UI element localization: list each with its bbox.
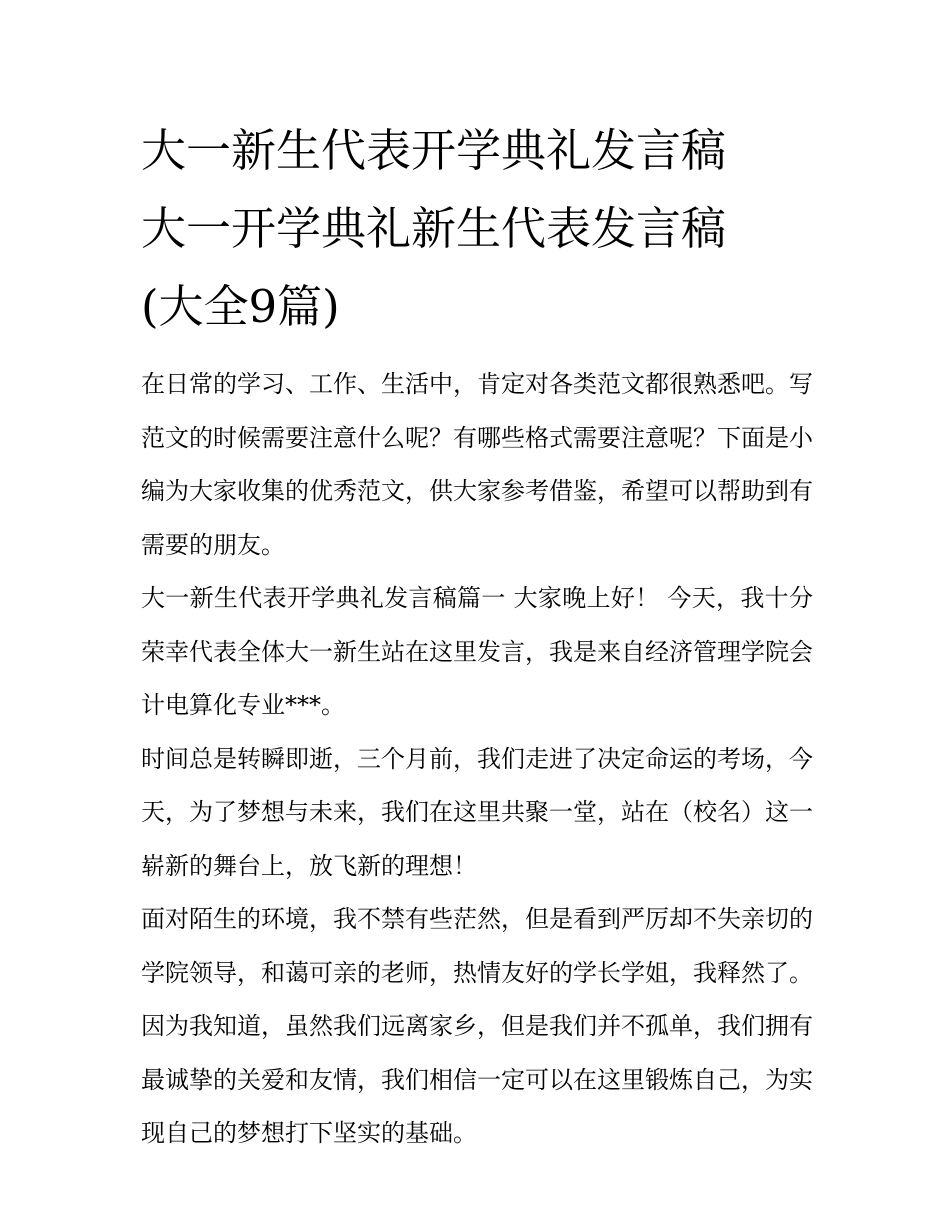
title-line-1: 大一新生代表开学典礼发言稿 <box>141 124 727 177</box>
body-paragraph-1: 大一新生代表开学典礼发言稿篇一 大家晚上好！ 今天，我十分荣幸代表全体大一新生站在这里发言，我是来自经济管理学院会计电算化专业***。 <box>141 584 813 719</box>
body-paragraph-3: 面对陌生的环境，我不禁有些茫然，但是看到严厉却不失亲切的学院领导，和蔼可亲的老师，热情友好的学长学姐，我释然了。因为我知道，虽然我们远离家乡，但是我们并不孤单，我们拥有最诚挚的关爱和友情，我们相信一定可以在这里锻炼自己，为实现自己的梦想打下坚实的基础。 <box>141 905 813 1147</box>
title-line-3: (大全9篇) <box>141 280 340 333</box>
document-body <box>141 112 813 1161</box>
body-paragraph-2: 时间总是转瞬即逝，三个月前，我们走进了决定命运的考场，今天，为了梦想与未来，我们在这里共聚一堂，站在（校名）这一崭新的舞台上，放飞新的理想！ <box>141 744 813 880</box>
title-line-2: 大一开学典礼新生代表发言稿 <box>141 202 727 255</box>
document-title <box>141 112 813 346</box>
intro-paragraph: 在日常的学习、工作、生活中，肯定对各类范文都很熟悉吧。写范文的时候需要注意什么呢？有哪些格式需要注意呢？下面是小编为大家收集的优秀范文，供大家参考借鉴，希望可以帮助到有需要的朋友。 <box>141 370 813 559</box>
